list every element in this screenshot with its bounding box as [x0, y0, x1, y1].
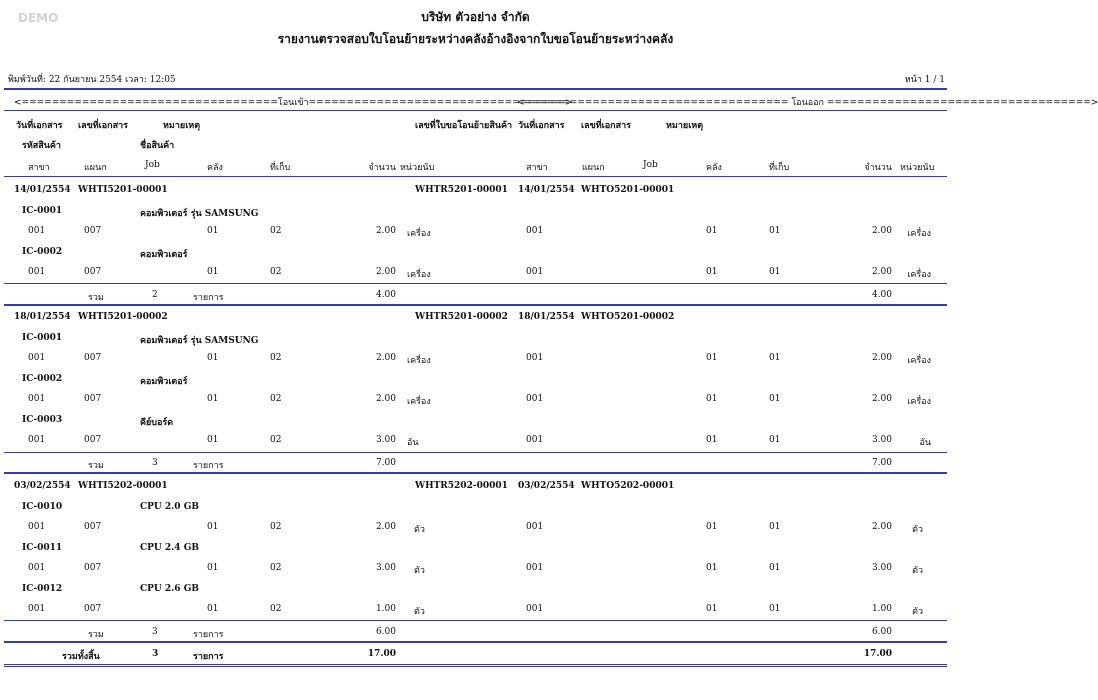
out-qty: 2.00: [871, 353, 892, 363]
out-unit: เครื่อง: [907, 397, 931, 407]
out-unit: ตัว: [912, 525, 923, 535]
doc-no: WHTI5201-00002: [78, 312, 168, 322]
unit: เครื่อง: [407, 356, 431, 366]
out-warehouse: 01: [706, 604, 718, 614]
subtotal-qty: 4.00: [375, 290, 396, 300]
location: 02: [270, 522, 282, 532]
branch: 001: [28, 563, 46, 573]
out-branch: 001: [526, 604, 544, 614]
out-unit: อัน: [919, 438, 931, 448]
subtotal-unit-label: รายการ: [193, 630, 224, 640]
header-out-note: หมายเหตุ: [666, 121, 704, 131]
product-name: คอมพิวเตอร์ รุ่น SAMSUNG: [140, 336, 259, 346]
out-location: 01: [769, 563, 781, 573]
out-doc-no: WHTO5201-00002: [581, 312, 675, 322]
qty: 2.00: [375, 394, 396, 404]
header-unit: หน่วยนับ: [400, 163, 435, 173]
product-name: คอมพิวเตอร์ รุ่น SAMSUNG: [140, 209, 259, 219]
out-qty: 3.00: [871, 435, 892, 445]
out-location: 01: [769, 394, 781, 404]
subtotal-qty: 6.00: [375, 627, 396, 637]
out-qty: 2.00: [871, 226, 892, 236]
out-branch: 001: [526, 394, 544, 404]
header-out-date: วันที่เอกสาร: [518, 121, 565, 131]
grand-total-qty: 17.00: [367, 649, 396, 659]
out-date: 14/01/2554: [518, 185, 575, 195]
unit: เครื่อง: [407, 270, 431, 280]
company-name: บริษัท ตัวอย่าง จำกัด: [421, 10, 530, 24]
dept: 007: [84, 604, 102, 614]
dept: 007: [84, 353, 102, 363]
header-dept: แผนก: [84, 163, 107, 173]
doc-date: 18/01/2554: [14, 312, 71, 322]
out-qty: 2.00: [871, 522, 892, 532]
qty: 3.00: [375, 563, 396, 573]
print-date: พิมพ์วันที่: 22 กันยายน 2554 เวลา: 12:05: [8, 75, 176, 85]
subtotal-qty: 7.00: [375, 458, 396, 468]
out-branch: 001: [526, 522, 544, 532]
header-warehouse: คลัง: [207, 163, 223, 173]
header-note: หมายเหตุ: [163, 121, 201, 131]
document-separator: [4, 304, 947, 306]
subtotal-count: 2: [152, 290, 158, 300]
subtotal-out-qty: 7.00: [871, 458, 892, 468]
out-qty: 2.00: [871, 267, 892, 277]
request-no: WHTR5201-00002: [415, 312, 508, 322]
out-location: 01: [769, 435, 781, 445]
branch: 001: [28, 522, 46, 532]
branch: 001: [28, 353, 46, 363]
product-code: IC-0010: [22, 502, 63, 512]
out-branch: 001: [526, 267, 544, 277]
warehouse: 01: [207, 267, 219, 277]
header-product-code: รหัสสินค้า: [22, 141, 61, 151]
doc-no: WHTI5201-00001: [78, 185, 168, 195]
document-separator: [4, 641, 947, 643]
dept: 007: [84, 435, 102, 445]
branch: 001: [28, 435, 46, 445]
subtotal-unit-label: รายการ: [193, 293, 224, 303]
header-request-no: เลขที่ใบขอโอนย้ายสินค้า: [415, 121, 513, 131]
out-location: 01: [769, 267, 781, 277]
header-branch: สาขา: [28, 163, 50, 173]
unit: เครื่อง: [407, 397, 431, 407]
header-top-rule: [4, 88, 947, 90]
product-code: IC-0011: [22, 543, 63, 553]
out-location: 01: [769, 353, 781, 363]
out-branch: 001: [526, 226, 544, 236]
grand-total-out-qty: 17.00: [863, 649, 892, 659]
dept: 007: [84, 394, 102, 404]
out-unit: เครื่อง: [907, 229, 931, 239]
doc-date: 14/01/2554: [14, 185, 71, 195]
unit: อัน: [407, 438, 419, 448]
header-out-job: Job: [643, 160, 658, 170]
out-branch: 001: [526, 563, 544, 573]
unit: ตัว: [414, 566, 425, 576]
unit: ตัว: [414, 607, 425, 617]
qty: 2.00: [375, 267, 396, 277]
header-out-location: ที่เก็บ: [769, 163, 790, 173]
header-job: Job: [145, 160, 160, 170]
product-code: IC-0001: [22, 333, 63, 343]
dept: 007: [84, 267, 102, 277]
qty: 2.00: [375, 353, 396, 363]
branch: 001: [28, 394, 46, 404]
subtotal-rule: [4, 283, 947, 284]
grand-total-rule: [4, 664, 947, 667]
out-warehouse: 01: [706, 563, 718, 573]
out-qty: 1.00: [871, 604, 892, 614]
dept: 007: [84, 226, 102, 236]
header-out-qty: จำนวน: [864, 163, 892, 173]
header-out-warehouse: คลัง: [706, 163, 722, 173]
header-bottom-rule: [4, 176, 947, 177]
header-date: วันที่เอกสาร: [16, 121, 63, 131]
doc-date: 03/02/2554: [14, 481, 71, 491]
out-qty: 2.00: [871, 394, 892, 404]
product-code: IC-0012: [22, 584, 63, 594]
transfer-in-banner: <==================================โอนเข้า==================================>: [14, 98, 573, 108]
doc-no: WHTI5202-00001: [78, 481, 168, 491]
out-branch: 001: [526, 435, 544, 445]
subtotal-label: รวม: [88, 461, 104, 471]
product-name: CPU 2.4 GB: [140, 543, 199, 553]
out-warehouse: 01: [706, 435, 718, 445]
dept: 007: [84, 522, 102, 532]
qty: 3.00: [375, 435, 396, 445]
warehouse: 01: [207, 353, 219, 363]
grand-total-label: รวมทั้งสิ้น: [62, 652, 100, 662]
branch: 001: [28, 267, 46, 277]
out-warehouse: 01: [706, 267, 718, 277]
grand-total-count: 3: [152, 649, 159, 659]
header-product-name: ชื่อสินค้า: [140, 141, 175, 151]
header-location: ที่เก็บ: [270, 163, 291, 173]
location: 02: [270, 604, 282, 614]
subtotal-out-qty: 6.00: [871, 627, 892, 637]
warehouse: 01: [207, 522, 219, 532]
qty: 2.00: [375, 226, 396, 236]
warehouse: 01: [207, 563, 219, 573]
warehouse: 01: [207, 226, 219, 236]
out-doc-no: WHTO5202-00001: [581, 481, 675, 491]
warehouse: 01: [207, 604, 219, 614]
report-title: รายงานตรวจสอบใบโอนย้ายระหว่างคลังอ้างอิงจากใบขอโอนย้ายระหว่างคลัง: [277, 32, 674, 46]
header-qty: จำนวน: [368, 163, 396, 173]
banner-rule: [4, 110, 947, 111]
warehouse: 01: [207, 435, 219, 445]
unit: เครื่อง: [407, 229, 431, 239]
transfer-out-banner: <=================================== โอนออก ===================================>: [517, 98, 1098, 108]
product-code: IC-0002: [22, 374, 63, 384]
product-code: IC-0002: [22, 247, 63, 257]
header-out-unit: หน่วยนับ: [900, 163, 935, 173]
out-doc-no: WHTO5201-00001: [581, 185, 675, 195]
subtotal-rule: [4, 620, 947, 621]
warehouse: 01: [207, 394, 219, 404]
branch: 001: [28, 226, 46, 236]
out-unit: ตัว: [912, 566, 923, 576]
out-branch: 001: [526, 353, 544, 363]
qty: 2.00: [375, 522, 396, 532]
subtotal-label: รวม: [88, 630, 104, 640]
request-no: WHTR5201-00001: [415, 185, 508, 195]
subtotal-unit-label: รายการ: [193, 461, 224, 471]
product-name: คอมพิวเตอร์: [140, 377, 188, 387]
location: 02: [270, 394, 282, 404]
unit: ตัว: [414, 525, 425, 535]
location: 02: [270, 267, 282, 277]
subtotal-count: 3: [152, 458, 158, 468]
dept: 007: [84, 563, 102, 573]
product-name: CPU 2.0 GB: [140, 502, 199, 512]
document-separator: [4, 472, 947, 474]
product-code: IC-0003: [22, 415, 63, 425]
location: 02: [270, 563, 282, 573]
subtotal-out-qty: 4.00: [871, 290, 892, 300]
subtotal-label: รวม: [88, 293, 104, 303]
location: 02: [270, 353, 282, 363]
branch: 001: [28, 604, 46, 614]
out-warehouse: 01: [706, 353, 718, 363]
out-location: 01: [769, 522, 781, 532]
header-out-branch: สาขา: [526, 163, 548, 173]
product-name: คอมพิวเตอร์: [140, 250, 188, 260]
out-date: 18/01/2554: [518, 312, 575, 322]
out-qty: 3.00: [871, 563, 892, 573]
product-name: คีย์บอร์ด: [140, 418, 174, 428]
request-no: WHTR5202-00001: [415, 481, 508, 491]
out-warehouse: 01: [706, 522, 718, 532]
out-unit: เครื่อง: [907, 356, 931, 366]
qty: 1.00: [375, 604, 396, 614]
out-unit: ตัว: [912, 607, 923, 617]
out-location: 01: [769, 604, 781, 614]
out-unit: เครื่อง: [907, 270, 931, 280]
out-warehouse: 01: [706, 226, 718, 236]
out-warehouse: 01: [706, 394, 718, 404]
product-name: CPU 2.6 GB: [140, 584, 199, 594]
demo-watermark: DEMO: [18, 11, 59, 25]
header-doc-no: เลขที่เอกสาร: [78, 121, 128, 131]
location: 02: [270, 226, 282, 236]
product-code: IC-0001: [22, 206, 63, 216]
subtotal-count: 3: [152, 627, 158, 637]
page-number: หน้า 1 / 1: [904, 75, 945, 85]
out-date: 03/02/2554: [518, 481, 575, 491]
header-out-dept: แผนก: [582, 163, 605, 173]
grand-total-unit-label: รายการ: [193, 652, 224, 662]
location: 02: [270, 435, 282, 445]
out-location: 01: [769, 226, 781, 236]
subtotal-rule: [4, 452, 947, 453]
header-out-doc-no: เลขที่เอกสาร: [581, 121, 631, 131]
